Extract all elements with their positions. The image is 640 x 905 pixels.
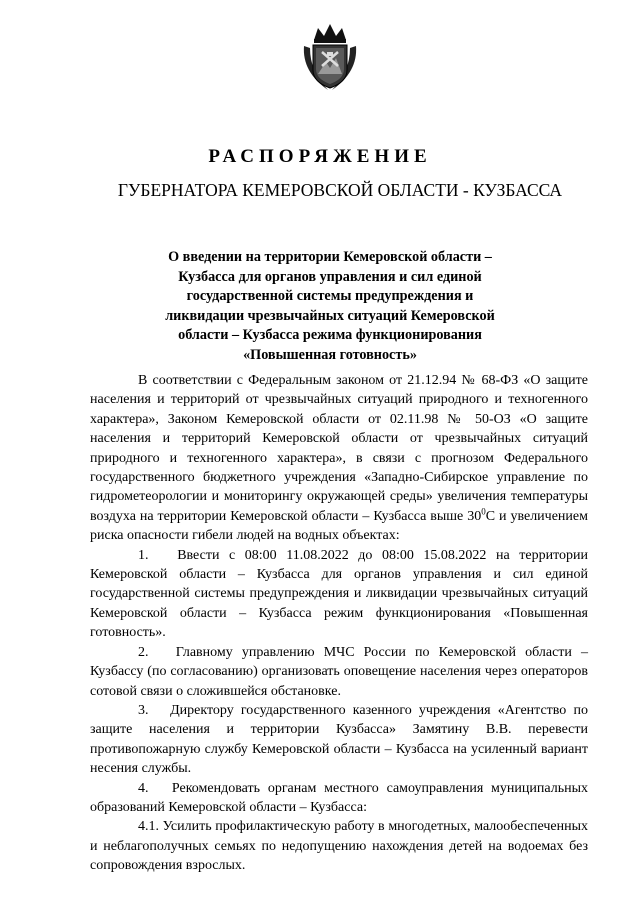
document-issuer: ГУБЕРНАТОРА КЕМЕРОВСКОЙ ОБЛАСТИ - КУЗБАССА — [117, 180, 563, 200]
title-line: О введении на территории Кемеровской области – — [168, 249, 492, 265]
document-title — [120, 248, 540, 366]
item-paragraph-4: 4. Рекомендовать органам местного самоуправления муниципальных образований Кемеровской области – Кузбасса: — [90, 780, 588, 815]
preamble-paragraph — [90, 371, 588, 546]
item-paragraph-2: 2. Главному управлению МЧС России по Кемеровской области – Кузбассу (по согласованию) организовать оповещение населения через операторов сотовой связи о сложившейся обстановке. — [90, 644, 588, 699]
document-body — [90, 371, 588, 876]
document-type: РАСПОРЯЖЕНИЕ — [208, 146, 432, 167]
title-line: Кузбасса для органов управления и сил единой — [178, 268, 482, 285]
preamble-text-end: С и увеличением риска опасности гибели людей на водных объектах: — [90, 508, 588, 544]
item-paragraph-3: 3. Директору государственного казенного учреждения «Агентство по защите населения и территории Кузбасса» Замятину В.В. перевести противопожарную службу Кемеровской области – Кузбасса на усиленный вариант несения службы. — [90, 702, 588, 777]
degree-superscript: 0 — [481, 506, 486, 517]
coat-of-arms-icon — [300, 22, 360, 94]
title-line: «Повышенная готовность» — [243, 346, 417, 363]
item-paragraph-1: 1. Ввести с 08:00 11.08.2022 до 08:00 15.08.2022 на территории Кемеровской области – Кузбасса для органов управления и сил единой государственной системы предупреждения и ликвидации чрезвычайных ситуаций Кемеровской области – Кузбасса режим функционирования «Повышенная готовность». — [90, 547, 588, 641]
item-paragraph-4-1: 4.1. Усилить профилактическую работу в многодетных, малообеспеченных и неблагополучных семьях по недопущению нахождения детей на водоемах без сопровождения взрослых. — [90, 819, 588, 874]
title-line: государственной системы предупреждения и — [186, 288, 474, 305]
title-line: области – Кузбасса режима функционирования — [178, 327, 482, 344]
title-line: ликвидации чрезвычайных ситуаций Кемеровской — [165, 307, 495, 324]
preamble-text: В соответствии с Федеральным законом от 21.12.94 № 68-ФЗ «О защите населения и территорий от чрезвычайных ситуаций природного и техногенного характера», Законом Кемеровской области от 02.11.98 № 50-ОЗ «О защите населения и территорий Кемеровской области от чрезвычайных ситуаций природного и техногенного характера», в связи с прогнозом Федерального государственного бюджетного учреждения «Западно-Сибирское управление по гидрометеорологии и мониторингу окружающей среды» увеличения температуры воздуха на территории Кемеровской области – Кузбасса выше 30 — [90, 373, 588, 524]
